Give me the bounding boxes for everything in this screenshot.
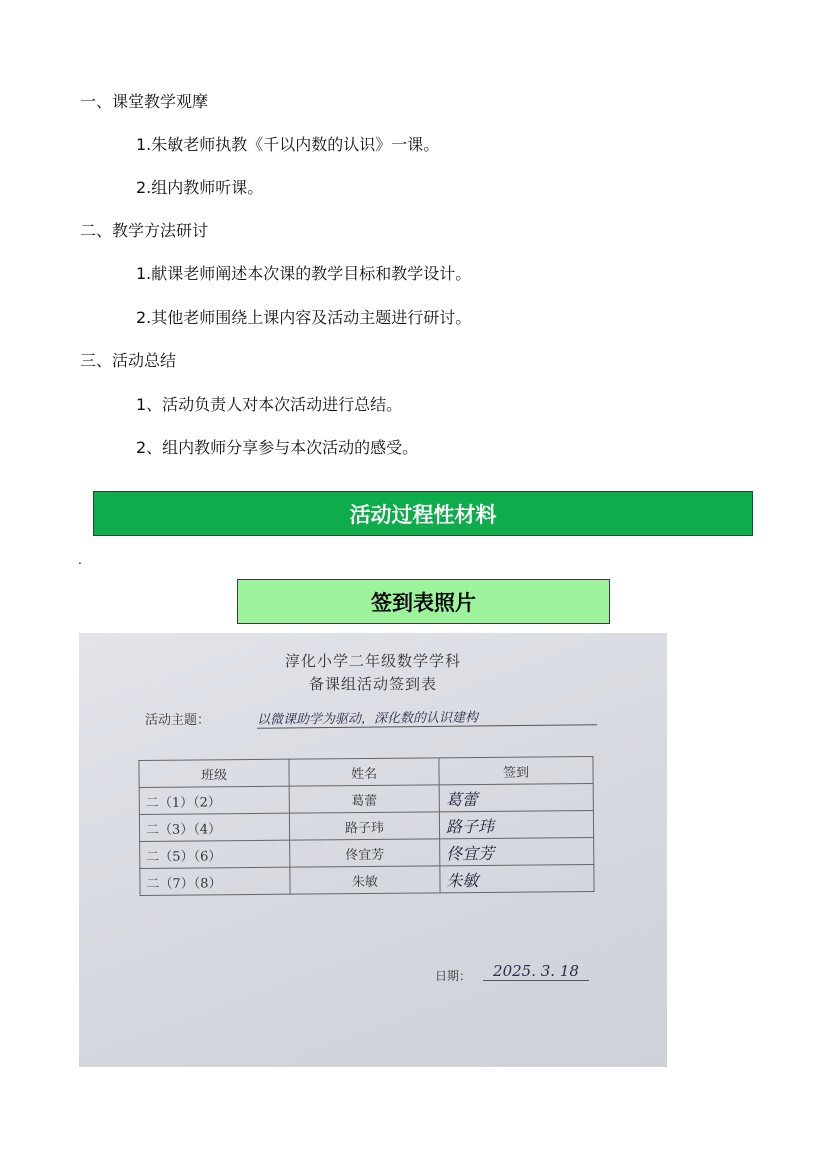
signin-sheet-photo — [79, 633, 667, 1067]
header-name: 姓名 — [289, 758, 439, 786]
row-signature: 佟宜芳 — [440, 838, 594, 866]
row-class: 二（5）（6） — [140, 840, 290, 868]
row-name: 佟宜芳 — [290, 839, 440, 867]
row-signature: 朱敏 — [440, 865, 594, 893]
signin-photo-banner: 签到表照片 — [237, 579, 610, 624]
table-row — [140, 838, 594, 869]
sheet-title-line1: 淳化小学二年级数学学科 — [284, 652, 461, 670]
row-name: 葛蕾 — [289, 785, 439, 813]
section-2-item-1: 1.献课老师阐述本次课的教学目标和教学设计。 — [136, 264, 472, 283]
date-label: 日期： — [435, 969, 472, 983]
row-signature: 葛蕾 — [439, 784, 593, 812]
section-heading-1: 一、课堂教学观摩 — [80, 92, 209, 111]
section-2-item-2: 2.其他老师围绕上课内容及活动主题进行研讨。 — [136, 308, 472, 327]
date-value: 2025. 3. 18 — [483, 962, 589, 981]
signin-table — [138, 756, 594, 896]
section-1-item-1: 1.朱敏老师执教《千以内数的认识》一课。 — [136, 135, 440, 154]
row-name: 朱敏 — [290, 866, 440, 894]
table-row — [139, 811, 593, 842]
table-row — [140, 865, 594, 896]
theme-value: 以微课助学为驱动，深化数的认识建构 — [257, 705, 597, 729]
row-class: 二（1）（2） — [139, 786, 289, 814]
section-3-item-1: 1、活动负责人对本次活动进行总结。 — [136, 395, 403, 414]
process-materials-banner: 活动过程性材料 — [93, 491, 753, 536]
row-signature: 路子玮 — [439, 811, 593, 839]
stray-dot: . — [78, 553, 82, 567]
row-name: 路子玮 — [289, 812, 439, 840]
table-row — [139, 784, 593, 815]
theme-label: 活动主题： — [145, 713, 211, 728]
table-header-row — [139, 757, 593, 788]
section-heading-3: 三、活动总结 — [80, 351, 177, 370]
section-1-item-2: 2.组内教师听课。 — [136, 178, 264, 197]
row-class: 二（7）（8） — [140, 867, 290, 895]
section-3-item-2: 2、组内教师分享参与本次活动的感受。 — [136, 438, 419, 457]
section-heading-2: 二、教学方法研讨 — [80, 221, 209, 240]
header-sign: 签到 — [439, 757, 593, 785]
row-class: 二（3）（4） — [139, 813, 289, 841]
header-class: 班级 — [139, 759, 289, 787]
sheet-title-line2: 备课组活动签到表 — [308, 675, 437, 693]
